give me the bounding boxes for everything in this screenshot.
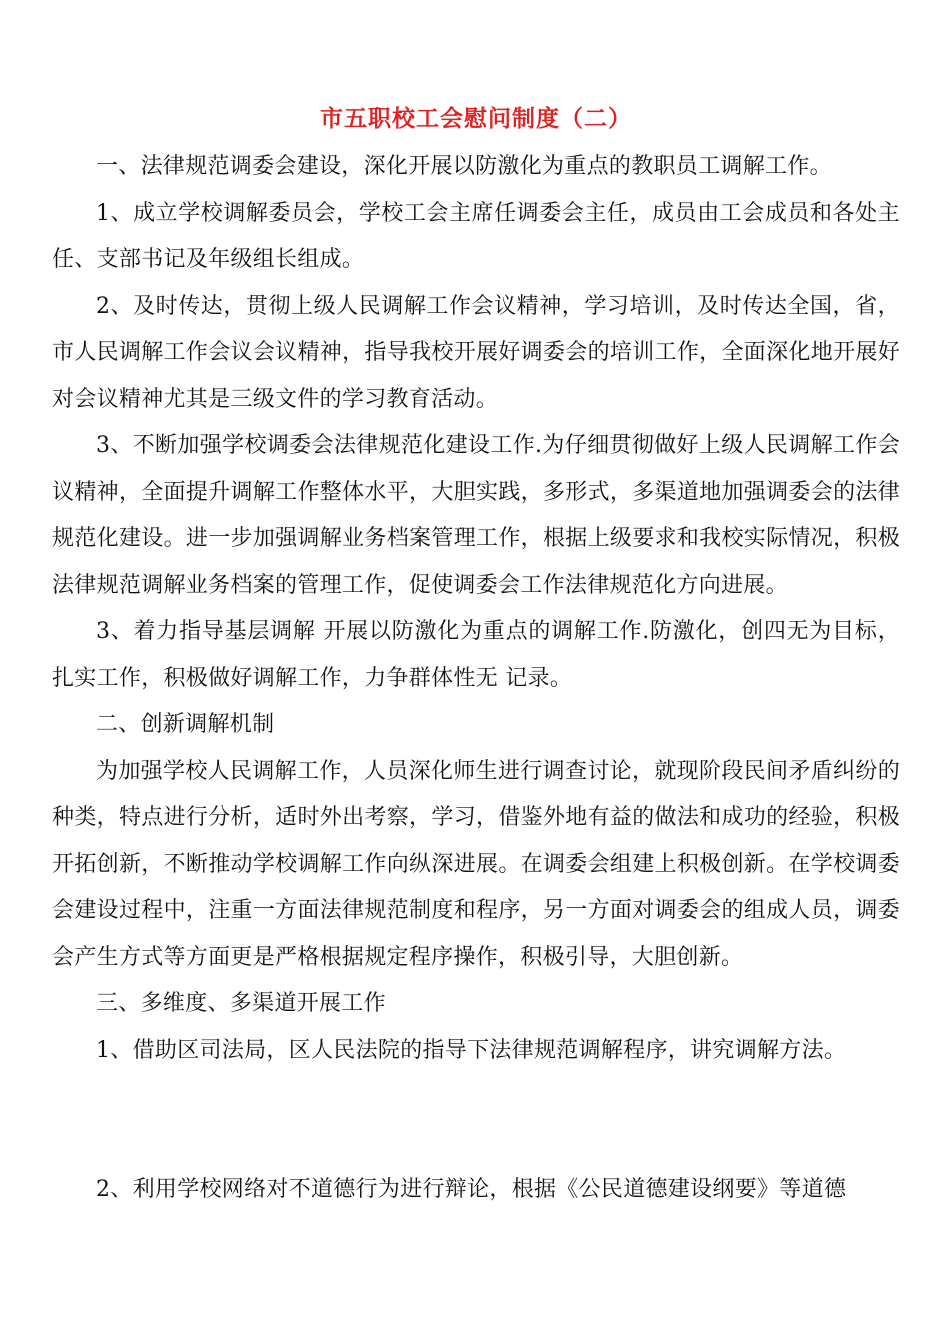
paragraph-1-3b: 3、着力指导基层调解 开展以防激化为重点的调解工作.防激化，创四无为目标，扎实工作，积极做好调解工作，力争群体性无 记录。 xyxy=(52,619,900,691)
section-heading-1: 一、法律规范调委会建设，深化开展以防激化为重点的教职员工调解工作。 xyxy=(96,154,832,179)
blank-space xyxy=(52,1074,900,1167)
document-page xyxy=(52,100,900,1214)
document-title: 市五职校工会慰问制度（二） xyxy=(320,105,632,132)
paragraph-3-1: 1、借助区司法局，区人民法院的指导下法律规范调解程序，讲究调解方法。 xyxy=(96,1037,847,1063)
paragraph-1-2: 2、及时传达，贯彻上级人民调解工作会议精神，学习培训，及时传达全国，省，市人民调解工作会议会议精神，指导我校开展好调委会的培训工作，全面深化地开展好对会议精神尤其是三级文件的学习教育活动。 xyxy=(52,293,900,412)
paragraph-1-3: 3、不断加强学校调委会法律规范化建设工作.为仔细贯彻做好上级人民调解工作会议精神，全面提升调解工作整体水平，大胆实践，多形式，多渠道地加强调委会的法律规范化建设。进一步加强调解业务档案管理工作，根据上级要求和我校实际情况，积极法律规范调解业务档案的管理工作，促使调委会工作法律规范化方向进展。 xyxy=(52,433,900,598)
paragraph-1-1: 1、成立学校调解委员会，学校工会主席任调委会主任，成员由工会成员和各处主任、支部书记及年级组长组成。 xyxy=(52,200,900,272)
section-heading-2: 二、创新调解机制 xyxy=(96,712,275,737)
section-heading-3: 三、多维度、多渠道开展工作 xyxy=(96,991,386,1016)
paragraph-2-1: 为加强学校人民调解工作，人员深化师生进行调查讨论，就现阶段民间矛盾纠纷的种类，特点进行分析，适时外出考察，学习，借鉴外地有益的做法和成功的经验，积极开拓创新，不断推动学校调解工作向纵深进展。在调委会组建上积极创新。在学校调委会建设过程中，注重一方面法律规范制度和程序，另一方面对调委会的组成人员，调委会产生方式等方面更是严格根据规定程序操作，积极引导，大胆创新。 xyxy=(52,758,900,970)
paragraph-3-2: 2、利用学校网络对不道德行为进行辩论，根据《公民道德建设纲要》等道德 xyxy=(96,1177,847,1202)
